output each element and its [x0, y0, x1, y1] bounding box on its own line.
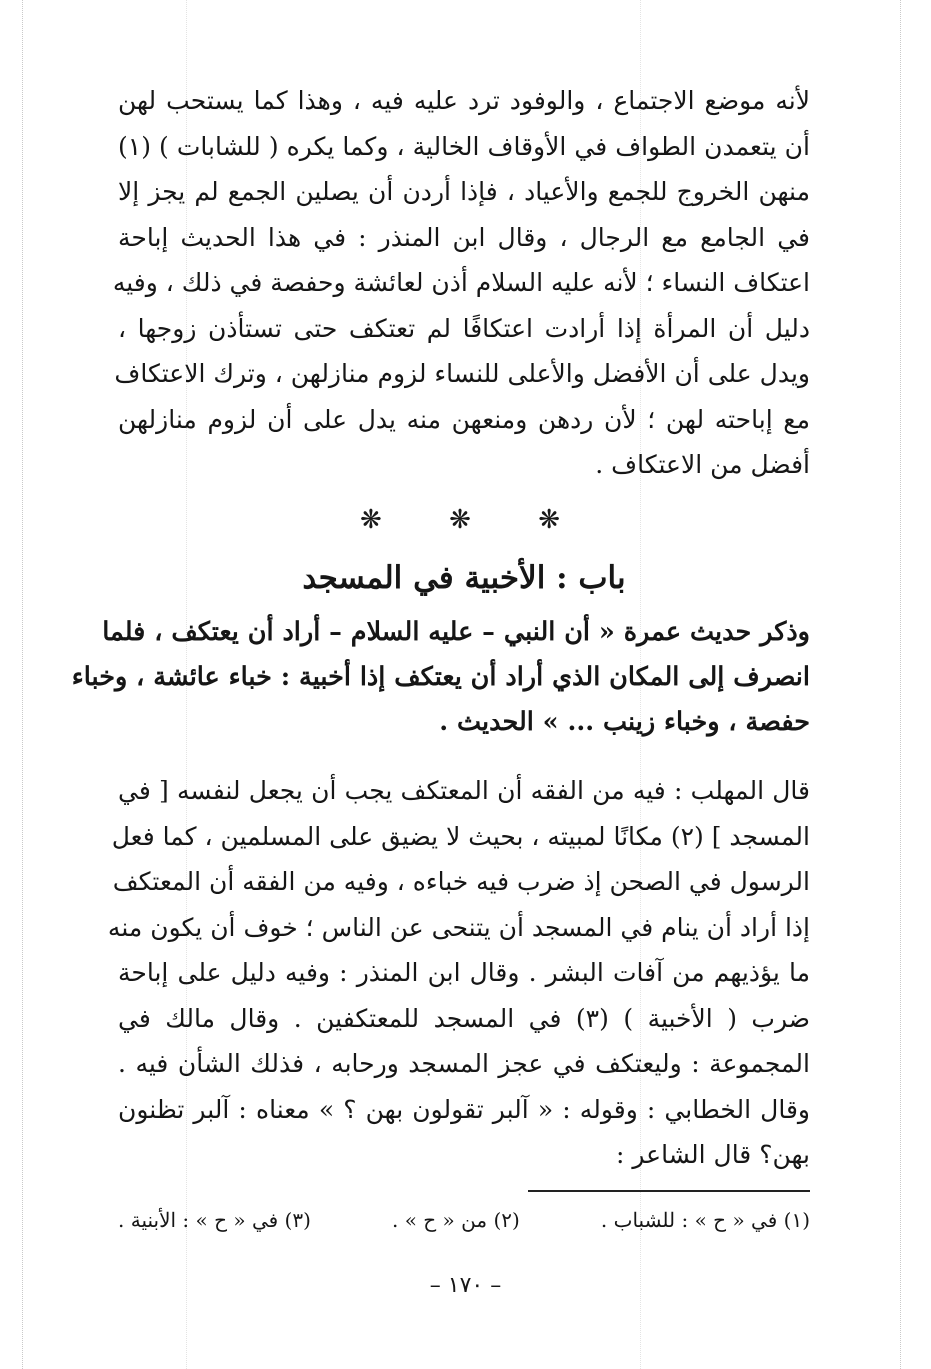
paragraph-line: ما يؤذيهم من آفات البشر . وقال ابن المنذر : وفيه دليل على إباحة: [118, 958, 810, 987]
paragraph-line: بهن؟ قال الشاعر :: [616, 1140, 810, 1169]
paragraph-line: لأنه موضع الاجتماع ، والوفود ترد عليه فيه ، وهذا كما يستحب لهن: [118, 86, 810, 115]
paragraph-line: في الجامع مع الرجال ، وقال ابن المنذر : في هذا الحديث إباحة: [118, 222, 810, 252]
footnotes: [118, 1204, 810, 1236]
footnote-1: (١) في « ح » : للشباب .: [600, 1208, 810, 1232]
hadith-line: انصرف إلى المكان الذي أراد أن يعتكف إذا أخبية : خباء عائشة ، وخباء: [71, 662, 810, 692]
paragraph-line: قال المهلب : فيه من الفقه أن المعتكف يجب أن يجعل لنفسه [ في: [118, 776, 810, 805]
section-separator: [360, 505, 560, 535]
hadith-line: حفصة ، وخباء زينب ... » الحديث .: [439, 707, 810, 737]
paragraph-line: دليل أن المرأة إذا أرادت اعتكافًا لم تعتكف حتى تستأذن زوجها ،: [118, 313, 810, 343]
star-ornament-icon: ❋: [538, 505, 560, 535]
paragraph-line: ويدل على أن الأفضل والأعلى للنساء لزوم منازلهن ، وترك الاعتكاف: [114, 359, 810, 388]
paragraph-line: وقال الخطابي : وقوله : « آلبر تقولون بهن ؟ » معناه : آلبر تظنون: [118, 1094, 810, 1124]
paragraph-line: منهن الخروج للجمع والأعياد ، فإذا أردن أن يصلين الجمع لم يجز إلا: [118, 177, 810, 206]
paragraph-1: [112, 78, 810, 488]
paragraph-line: أن يتعمدن الطواف في الأوقاف الخالية ، وكما يكره ( للشابات ) (١): [118, 131, 810, 161]
hadith-quote: [71, 610, 810, 745]
scan-edge-right: [900, 0, 901, 1369]
footnote-3: (٣) في « ح » : الأبنية .: [118, 1208, 311, 1232]
star-ornament-icon: ❋: [449, 505, 471, 535]
hadith-line: وذكر حديث عمرة « أن النبي – عليه السلام – أراد أن يعتكف ، فلما: [102, 617, 810, 647]
paragraph-line: ضرب ( الأخبية ) (٣) في المسجد للمعتكفين . وقال مالك في: [118, 1003, 810, 1033]
star-ornament-icon: ❋: [360, 505, 382, 535]
footnote-2: (٢) من « ح » .: [391, 1208, 520, 1232]
paragraph-2: [107, 768, 810, 1178]
scan-edge-left: [22, 0, 23, 1369]
paragraph-line: مع إباحته لهن ؛ لأن ردهن ومنعهن منه يدل على أن لزوم منازلهن: [118, 404, 810, 434]
paragraph-line: الرسول في الصحن إذ ضرب فيه خباءه ، وفيه من الفقه أن المعتكف: [112, 867, 810, 896]
paragraph-line: إذا أراد أن ينام في المسجد أن يتنحى عن الناس ؛ خوف أن يكون منه: [107, 912, 810, 942]
paragraph-line: أفضل من الاعتكاف .: [595, 450, 810, 479]
paragraph-line: اعتكاف النساء ؛ لأنه عليه السلام أذن لعائشة وحفصة في ذلك ، وفيه: [112, 268, 810, 297]
paragraph-line: المسجد ] (٢) مكانًا لمبيته ، بحيث لا يضيق على المسلمين ، كما فعل: [111, 821, 810, 851]
page-number: – ١٧٠ –: [429, 1273, 502, 1298]
chapter-heading: باب : الأخبية في المسجد: [302, 560, 626, 596]
footnote-divider: [528, 1190, 810, 1192]
paragraph-line: المجموعة : وليعتكف في عجز المسجد ورحابه ، فذلك الشأن فيه .: [118, 1049, 810, 1078]
